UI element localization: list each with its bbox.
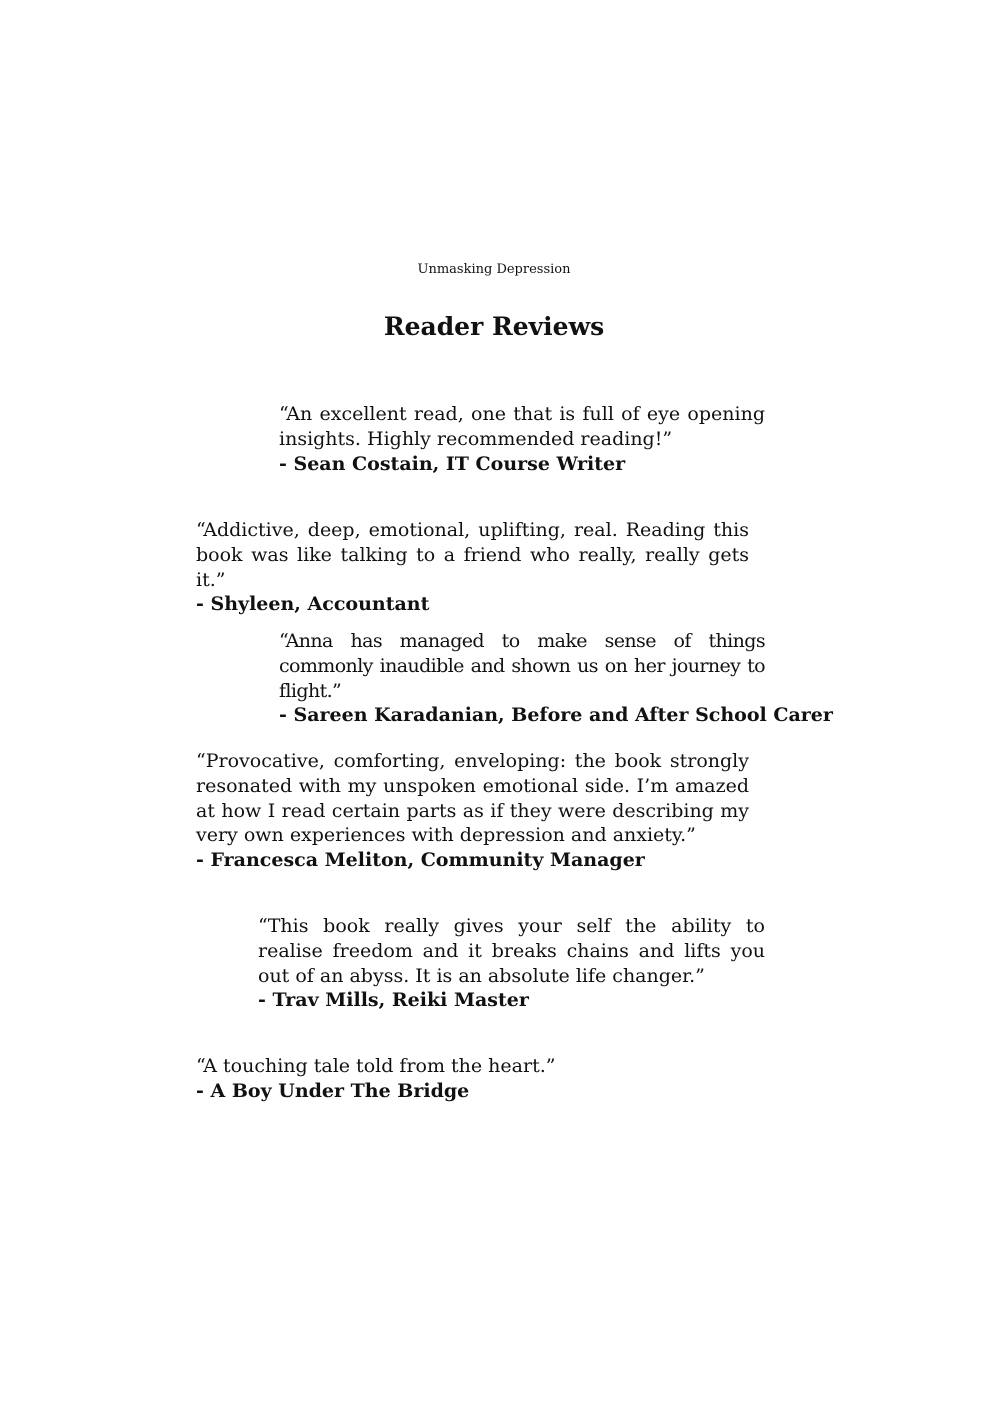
review-attribution: - Francesca Meliton, Community Manager	[196, 849, 645, 872]
running-header: Unmasking Depression	[417, 262, 571, 277]
review-attribution: - A Boy Under The Bridge	[196, 1079, 470, 1102]
review-attribution: - Trav Mills, Reiki Master	[258, 989, 529, 1012]
review-quote: “Anna has managed to make sense of things commonly inaudible and shown us on her journey to flight.”	[279, 630, 765, 702]
review	[196, 518, 749, 617]
review	[196, 1054, 749, 1104]
review	[258, 914, 765, 1013]
review	[279, 629, 833, 728]
review	[196, 749, 749, 873]
review-quote: “A touching tale told from the heart.”	[196, 1055, 556, 1077]
review	[279, 402, 765, 476]
review-quote: “An excellent read, one that is full of eye opening insights. Highly recommended reading!”	[279, 403, 765, 450]
review-attribution: - Sareen Karadanian, Before and After School Carer	[279, 704, 833, 727]
review-attribution: - Shyleen, Accountant	[196, 593, 430, 616]
review-quote: “Provocative, comforting, enveloping: the book strongly resonated with my unspoken emotional side. I’m amazed at how I read certain parts as if they were describing my very own experiences with depression and anxiety.”	[196, 750, 749, 847]
review-quote: “This book really gives your self the ability to realise freedom and it breaks chains and lifts you out of an abyss. It is an absolute life changer.”	[258, 915, 765, 987]
review-quote: “Addictive, deep, emotional, uplifting, real. Reading this book was like talking to a friend who really, really gets it.”	[196, 519, 749, 591]
review-attribution: - Sean Costain, IT Course Writer	[279, 452, 626, 475]
page-title: Reader Reviews	[383, 312, 605, 341]
